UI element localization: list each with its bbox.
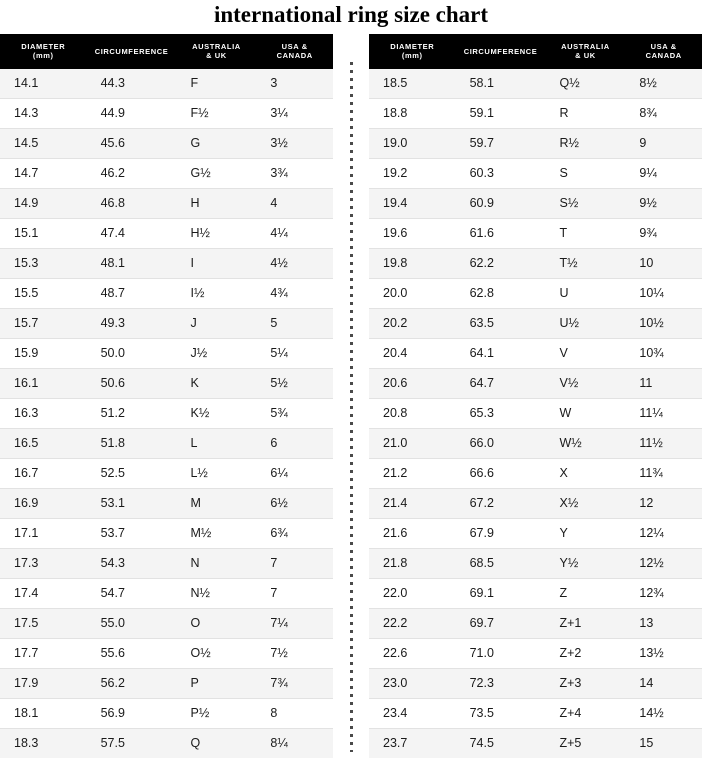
cell-circumference: 62.2: [456, 248, 546, 278]
cell-diameter: 14.1: [0, 69, 87, 99]
table-row: [369, 488, 702, 518]
table-row: [0, 188, 333, 218]
column-header-australia-uk: [545, 34, 625, 69]
cell-usa-canada: 7¾: [256, 668, 333, 698]
table-row: [0, 278, 333, 308]
cell-diameter: 19.6: [369, 218, 456, 248]
cell-australia-uk: W: [545, 398, 625, 428]
table-row: [0, 218, 333, 248]
cell-usa-canada: 10: [625, 248, 702, 278]
cell-circumference: 69.1: [456, 578, 546, 608]
cell-circumference: 60.3: [456, 158, 546, 188]
cell-australia-uk: G: [176, 128, 256, 158]
left-header-row: [0, 34, 333, 69]
cell-circumference: 44.3: [87, 69, 177, 99]
cell-diameter: 16.7: [0, 458, 87, 488]
cell-diameter: 23.4: [369, 698, 456, 728]
table-row: [0, 578, 333, 608]
cell-circumference: 48.7: [87, 278, 177, 308]
cell-circumference: 67.9: [456, 518, 546, 548]
cell-circumference: 46.2: [87, 158, 177, 188]
cell-diameter: 15.9: [0, 338, 87, 368]
cell-circumference: 44.9: [87, 98, 177, 128]
cell-circumference: 58.1: [456, 69, 546, 99]
cell-usa-canada: 13½: [625, 638, 702, 668]
cell-circumference: 71.0: [456, 638, 546, 668]
cell-diameter: 17.1: [0, 518, 87, 548]
cell-circumference: 51.8: [87, 428, 177, 458]
column-header-circumference: [456, 34, 546, 69]
cell-diameter: 23.0: [369, 668, 456, 698]
cell-australia-uk: H: [176, 188, 256, 218]
table-row: [369, 98, 702, 128]
cell-usa-canada: 11¼: [625, 398, 702, 428]
table-row: [369, 428, 702, 458]
cell-usa-canada: 6½: [256, 488, 333, 518]
cell-australia-uk: O: [176, 608, 256, 638]
cell-usa-canada: 3½: [256, 128, 333, 158]
cell-diameter: 15.3: [0, 248, 87, 278]
cell-usa-canada: 14½: [625, 698, 702, 728]
cell-australia-uk: Z+5: [545, 728, 625, 758]
column-header-usa-canada-line1: USA &: [281, 42, 308, 51]
left-table-body: [0, 69, 333, 758]
cell-usa-canada: 10½: [625, 308, 702, 338]
cell-usa-canada: 12½: [625, 548, 702, 578]
cell-circumference: 64.7: [456, 368, 546, 398]
cell-diameter: 17.3: [0, 548, 87, 578]
cell-australia-uk: M½: [176, 518, 256, 548]
cell-circumference: 51.2: [87, 398, 177, 428]
cell-usa-canada: 7: [256, 548, 333, 578]
cell-australia-uk: L½: [176, 458, 256, 488]
table-row: [369, 608, 702, 638]
cell-diameter: 20.0: [369, 278, 456, 308]
cell-usa-canada: 11¾: [625, 458, 702, 488]
cell-usa-canada: 3: [256, 69, 333, 99]
cell-usa-canada: 13: [625, 608, 702, 638]
cell-circumference: 53.1: [87, 488, 177, 518]
cell-australia-uk: Z: [545, 578, 625, 608]
cell-usa-canada: 9¾: [625, 218, 702, 248]
cell-australia-uk: T½: [545, 248, 625, 278]
cell-usa-canada: 9½: [625, 188, 702, 218]
cell-diameter: 16.1: [0, 368, 87, 398]
cell-usa-canada: 7½: [256, 638, 333, 668]
cell-diameter: 17.9: [0, 668, 87, 698]
cell-circumference: 67.2: [456, 488, 546, 518]
cell-diameter: 15.7: [0, 308, 87, 338]
cell-circumference: 68.5: [456, 548, 546, 578]
table-row: [369, 548, 702, 578]
table-row: [369, 698, 702, 728]
cell-usa-canada: 9¼: [625, 158, 702, 188]
cell-australia-uk: H½: [176, 218, 256, 248]
cell-australia-uk: Z+2: [545, 638, 625, 668]
column-header-circumference: [87, 34, 177, 69]
cell-circumference: 65.3: [456, 398, 546, 428]
column-header-usa-canada: [625, 34, 702, 69]
cell-circumference: 49.3: [87, 308, 177, 338]
cell-circumference: 61.6: [456, 218, 546, 248]
cell-australia-uk: U: [545, 278, 625, 308]
cell-circumference: 74.5: [456, 728, 546, 758]
cell-australia-uk: Y½: [545, 548, 625, 578]
column-header-usa-canada-line2: CANADA: [276, 51, 313, 61]
cell-australia-uk: R: [545, 98, 625, 128]
cell-diameter: 14.7: [0, 158, 87, 188]
table-row: [0, 698, 333, 728]
cell-circumference: 55.0: [87, 608, 177, 638]
table-row: [369, 398, 702, 428]
right-table-wrapper: [369, 34, 702, 758]
cell-diameter: 21.0: [369, 428, 456, 458]
cell-diameter: 15.1: [0, 218, 87, 248]
cell-australia-uk: Q: [176, 728, 256, 758]
column-header-diameter: [0, 34, 87, 69]
cell-australia-uk: Z+1: [545, 608, 625, 638]
table-row: [0, 368, 333, 398]
table-row: [0, 608, 333, 638]
cell-australia-uk: Z+4: [545, 698, 625, 728]
table-row: [369, 578, 702, 608]
right-header-row: [369, 34, 702, 69]
left-table-wrapper: [0, 34, 333, 758]
cell-circumference: 46.8: [87, 188, 177, 218]
table-row: [369, 69, 702, 99]
table-row: [369, 248, 702, 278]
ring-size-table-right: [369, 34, 702, 758]
cell-circumference: 62.8: [456, 278, 546, 308]
cell-australia-uk: J: [176, 308, 256, 338]
cell-diameter: 21.2: [369, 458, 456, 488]
cell-diameter: 22.2: [369, 608, 456, 638]
vertical-dotted-divider: [346, 34, 356, 758]
cell-australia-uk: F½: [176, 98, 256, 128]
cell-diameter: 21.6: [369, 518, 456, 548]
column-header-circumference-line1: CIRCUMFERENCE: [94, 46, 169, 56]
column-header-australia-uk: [176, 34, 256, 69]
cell-usa-canada: 15: [625, 728, 702, 758]
cell-australia-uk: G½: [176, 158, 256, 188]
cell-australia-uk: X: [545, 458, 625, 488]
column-header-diameter-line2: (mm): [401, 51, 423, 61]
cell-usa-canada: 4¼: [256, 218, 333, 248]
cell-australia-uk: V: [545, 338, 625, 368]
cell-circumference: 50.0: [87, 338, 177, 368]
cell-usa-canada: 5¼: [256, 338, 333, 368]
column-header-usa-canada-line2: CANADA: [645, 51, 682, 61]
divider-dots: [350, 62, 353, 752]
cell-circumference: 60.9: [456, 188, 546, 218]
table-row: [0, 308, 333, 338]
cell-usa-canada: 8¾: [625, 98, 702, 128]
cell-circumference: 45.6: [87, 128, 177, 158]
cell-diameter: 17.7: [0, 638, 87, 668]
cell-usa-canada: 14: [625, 668, 702, 698]
cell-circumference: 73.5: [456, 698, 546, 728]
cell-australia-uk: V½: [545, 368, 625, 398]
cell-diameter: 18.1: [0, 698, 87, 728]
cell-australia-uk: L: [176, 428, 256, 458]
cell-usa-canada: 8: [256, 698, 333, 728]
cell-diameter: 18.8: [369, 98, 456, 128]
table-row: [0, 518, 333, 548]
column-header-australia-uk-line2: & UK: [575, 51, 596, 61]
cell-australia-uk: N½: [176, 578, 256, 608]
table-row: [369, 308, 702, 338]
left-table-head: [0, 34, 333, 69]
cell-circumference: 72.3: [456, 668, 546, 698]
cell-diameter: 18.3: [0, 728, 87, 758]
table-row: [369, 188, 702, 218]
cell-circumference: 63.5: [456, 308, 546, 338]
cell-usa-canada: 5½: [256, 368, 333, 398]
cell-australia-uk: Z+3: [545, 668, 625, 698]
cell-diameter: 21.4: [369, 488, 456, 518]
table-row: [0, 98, 333, 128]
cell-diameter: 19.0: [369, 128, 456, 158]
cell-usa-canada: 4½: [256, 248, 333, 278]
cell-diameter: 19.2: [369, 158, 456, 188]
table-row: [0, 128, 333, 158]
cell-diameter: 17.5: [0, 608, 87, 638]
cell-diameter: 17.4: [0, 578, 87, 608]
cell-circumference: 50.6: [87, 368, 177, 398]
column-header-australia-uk-line1: AUSTRALIA: [192, 42, 241, 51]
cell-circumference: 66.6: [456, 458, 546, 488]
cell-diameter: 14.5: [0, 128, 87, 158]
cell-australia-uk: Y: [545, 518, 625, 548]
cell-usa-canada: 12: [625, 488, 702, 518]
cell-australia-uk: U½: [545, 308, 625, 338]
cell-diameter: 21.8: [369, 548, 456, 578]
cell-diameter: 14.9: [0, 188, 87, 218]
cell-australia-uk: O½: [176, 638, 256, 668]
cell-usa-canada: 3¼: [256, 98, 333, 128]
cell-circumference: 53.7: [87, 518, 177, 548]
cell-australia-uk: K: [176, 368, 256, 398]
tables-container: [0, 34, 702, 758]
cell-circumference: 69.7: [456, 608, 546, 638]
column-header-usa-canada: [256, 34, 333, 69]
table-row: [0, 248, 333, 278]
table-row: [0, 69, 333, 99]
cell-usa-canada: 10¼: [625, 278, 702, 308]
cell-usa-canada: 7: [256, 578, 333, 608]
cell-diameter: 20.4: [369, 338, 456, 368]
cell-usa-canada: 7¼: [256, 608, 333, 638]
cell-usa-canada: 6¾: [256, 518, 333, 548]
table-row: [369, 278, 702, 308]
table-row: [369, 668, 702, 698]
table-row: [0, 428, 333, 458]
cell-circumference: 55.6: [87, 638, 177, 668]
column-header-australia-uk-line1: AUSTRALIA: [561, 42, 610, 51]
table-row: [369, 218, 702, 248]
cell-australia-uk: F: [176, 69, 256, 99]
table-row: [0, 668, 333, 698]
cell-diameter: 23.7: [369, 728, 456, 758]
cell-usa-canada: 5¾: [256, 398, 333, 428]
cell-circumference: 52.5: [87, 458, 177, 488]
column-header-australia-uk-line2: & UK: [206, 51, 227, 61]
cell-circumference: 66.0: [456, 428, 546, 458]
cell-usa-canada: 12¾: [625, 578, 702, 608]
cell-australia-uk: T: [545, 218, 625, 248]
cell-usa-canada: 9: [625, 128, 702, 158]
cell-usa-canada: 6¼: [256, 458, 333, 488]
cell-diameter: 15.5: [0, 278, 87, 308]
cell-diameter: 20.6: [369, 368, 456, 398]
column-header-diameter-line1: DIAMETER: [390, 42, 435, 51]
table-row: [0, 458, 333, 488]
cell-usa-canada: 10¾: [625, 338, 702, 368]
cell-australia-uk: S: [545, 158, 625, 188]
cell-diameter: 20.8: [369, 398, 456, 428]
table-row: [369, 638, 702, 668]
cell-australia-uk: S½: [545, 188, 625, 218]
page-title: international ring size chart: [213, 2, 489, 27]
cell-diameter: 19.8: [369, 248, 456, 278]
table-row: [0, 338, 333, 368]
cell-diameter: 16.9: [0, 488, 87, 518]
cell-circumference: 54.7: [87, 578, 177, 608]
cell-usa-canada: 4¾: [256, 278, 333, 308]
cell-diameter: 22.6: [369, 638, 456, 668]
cell-diameter: 16.5: [0, 428, 87, 458]
cell-circumference: 57.5: [87, 728, 177, 758]
table-row: [0, 158, 333, 188]
cell-circumference: 47.4: [87, 218, 177, 248]
table-row: [0, 398, 333, 428]
cell-australia-uk: P½: [176, 698, 256, 728]
cell-usa-canada: 4: [256, 188, 333, 218]
table-row: [369, 368, 702, 398]
cell-circumference: 64.1: [456, 338, 546, 368]
cell-diameter: 20.2: [369, 308, 456, 338]
table-row: [0, 728, 333, 758]
table-row: [369, 518, 702, 548]
cell-australia-uk: I: [176, 248, 256, 278]
table-row: [0, 488, 333, 518]
cell-circumference: 54.3: [87, 548, 177, 578]
column-header-circumference-line1: CIRCUMFERENCE: [463, 46, 538, 56]
table-row: [369, 128, 702, 158]
cell-australia-uk: Q½: [545, 69, 625, 99]
cell-diameter: 22.0: [369, 578, 456, 608]
cell-usa-canada: 12¼: [625, 518, 702, 548]
cell-australia-uk: J½: [176, 338, 256, 368]
table-row: [369, 338, 702, 368]
cell-usa-canada: 11: [625, 368, 702, 398]
cell-australia-uk: P: [176, 668, 256, 698]
cell-australia-uk: W½: [545, 428, 625, 458]
ring-size-chart-page: [0, 2, 702, 749]
cell-australia-uk: R½: [545, 128, 625, 158]
cell-usa-canada: 8½: [625, 69, 702, 99]
cell-circumference: 59.7: [456, 128, 546, 158]
cell-australia-uk: N: [176, 548, 256, 578]
cell-australia-uk: M: [176, 488, 256, 518]
table-row: [0, 638, 333, 668]
column-header-diameter: [369, 34, 456, 69]
cell-diameter: 19.4: [369, 188, 456, 218]
cell-diameter: 18.5: [369, 69, 456, 99]
cell-diameter: 16.3: [0, 398, 87, 428]
cell-usa-canada: 11½: [625, 428, 702, 458]
table-row: [369, 458, 702, 488]
right-table-head: [369, 34, 702, 69]
cell-usa-canada: 6: [256, 428, 333, 458]
cell-circumference: 48.1: [87, 248, 177, 278]
cell-australia-uk: X½: [545, 488, 625, 518]
cell-usa-canada: 3¾: [256, 158, 333, 188]
cell-australia-uk: I½: [176, 278, 256, 308]
right-table-body: [369, 69, 702, 758]
cell-circumference: 59.1: [456, 98, 546, 128]
table-row: [369, 158, 702, 188]
cell-diameter: 14.3: [0, 98, 87, 128]
column-header-diameter-line1: DIAMETER: [21, 42, 66, 51]
ring-size-table-left: [0, 34, 333, 758]
cell-australia-uk: K½: [176, 398, 256, 428]
table-row: [369, 728, 702, 758]
table-row: [0, 548, 333, 578]
cell-circumference: 56.2: [87, 668, 177, 698]
cell-usa-canada: 5: [256, 308, 333, 338]
column-header-diameter-line2: (mm): [32, 51, 54, 61]
column-header-usa-canada-line1: USA &: [650, 42, 677, 51]
cell-circumference: 56.9: [87, 698, 177, 728]
cell-usa-canada: 8¼: [256, 728, 333, 758]
